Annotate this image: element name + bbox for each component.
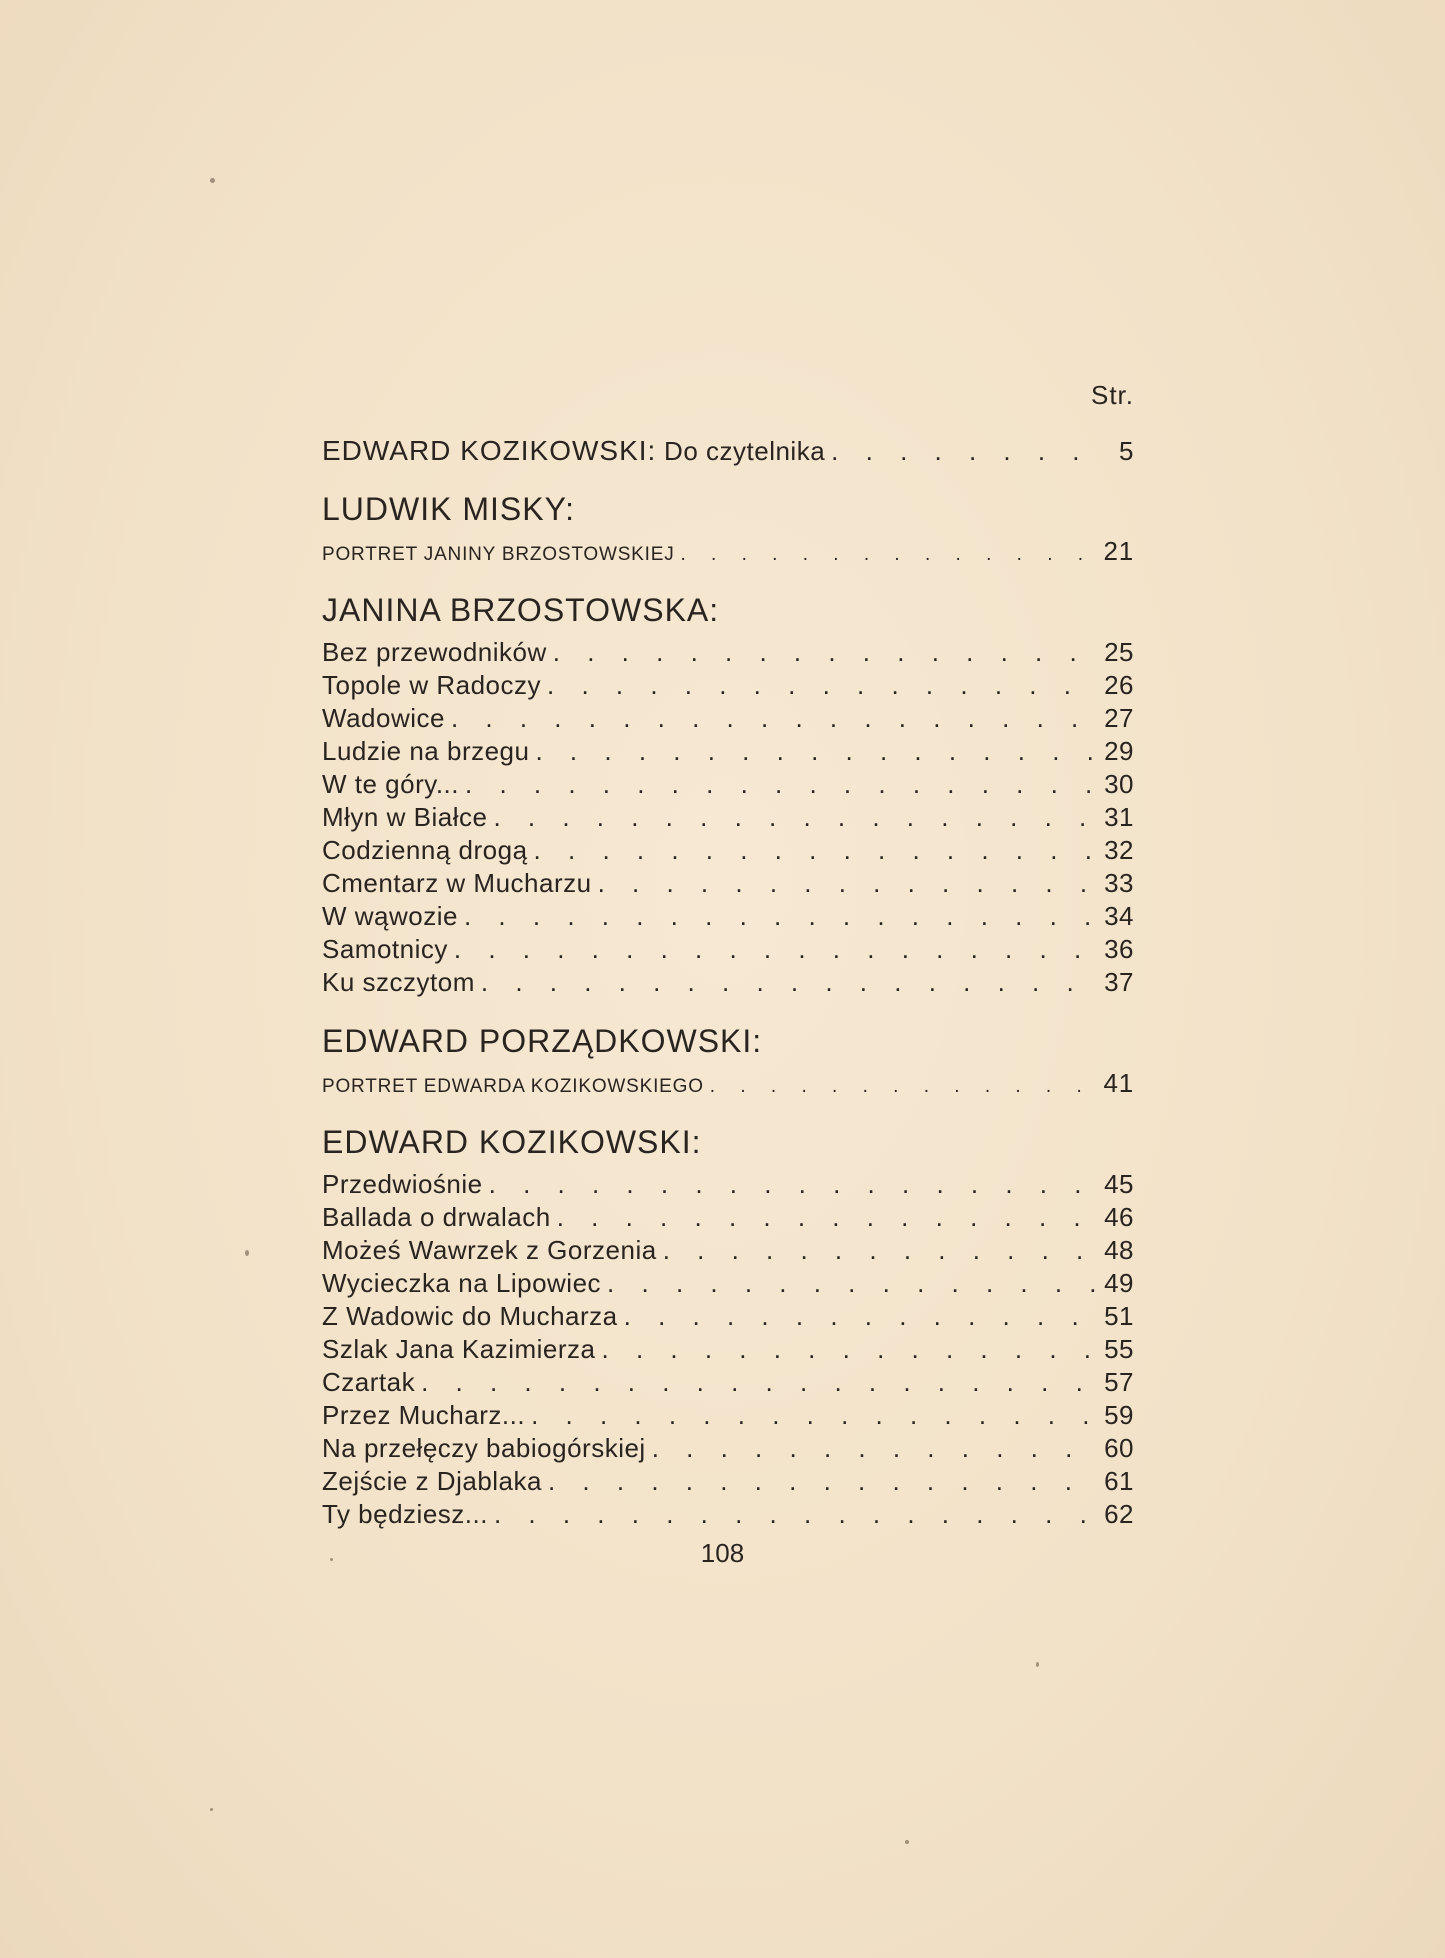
toc-entry-title: Przez Mucharz... <box>322 1400 526 1430</box>
toc-entry <box>322 1267 1134 1300</box>
page-number: 26 <box>1104 670 1134 700</box>
toc-entry <box>322 1366 1134 1399</box>
dot-leader <box>607 1267 1096 1300</box>
toc-entry-intro <box>322 434 1134 467</box>
page-number: 30 <box>1104 769 1134 799</box>
table-of-contents <box>322 380 1134 1531</box>
dot-leader <box>454 933 1096 966</box>
toc-entry <box>322 1399 1134 1432</box>
page-number: 57 <box>1104 1367 1134 1397</box>
paper-speck <box>210 1808 213 1811</box>
page-number: 27 <box>1104 703 1134 733</box>
toc-entry <box>322 702 1134 735</box>
toc-entry-title: Ludzie na brzegu <box>322 736 530 766</box>
toc-entry <box>322 1168 1134 1201</box>
dot-leader <box>602 1333 1097 1366</box>
toc-entry <box>322 535 1134 568</box>
dot-leader <box>531 1399 1096 1432</box>
page-number: 25 <box>1104 637 1134 667</box>
toc-entry-title: Na przełęczy babiogórskiej <box>322 1433 646 1463</box>
page-number: 60 <box>1104 1433 1134 1463</box>
toc-entry-title: PORTRET EDWARDA KOZIKOWSKIEGO <box>322 1076 704 1097</box>
dot-leader <box>451 702 1096 735</box>
toc-entry <box>322 801 1134 834</box>
toc-entry-title: Z Wadowic do Mucharza <box>322 1301 618 1331</box>
toc-entry <box>322 900 1134 933</box>
folio-page-number: 108 <box>700 1538 745 1568</box>
toc-entry-title: Szlak Jana Kazimierza <box>322 1334 596 1364</box>
dot-leader <box>681 538 1096 571</box>
page-number: 31 <box>1104 802 1134 832</box>
toc-sections <box>322 489 1134 1531</box>
toc-entry-title: Topole w Radoczy <box>322 670 541 700</box>
toc-entry <box>322 1300 1134 1333</box>
page-number: 48 <box>1104 1235 1134 1265</box>
page-column-header: Str. <box>1090 380 1134 410</box>
toc-entry-title: Ballada o drwalach <box>322 1202 551 1232</box>
dot-leader <box>598 867 1097 900</box>
page-number: 46 <box>1104 1202 1134 1232</box>
toc-entry-title: Cmentarz w Mucharzu <box>322 868 592 898</box>
dot-leader <box>557 1201 1096 1234</box>
dot-leader <box>489 1168 1096 1201</box>
dot-leader <box>624 1300 1096 1333</box>
toc-entry <box>322 768 1134 801</box>
dot-leader <box>465 768 1096 801</box>
page-number: 59 <box>1104 1400 1134 1430</box>
toc-entry-title: W wąwozie <box>322 901 458 931</box>
dot-leader <box>553 636 1096 669</box>
toc-entry-title: Wadowice <box>322 703 445 733</box>
paper-speck <box>210 178 215 183</box>
dot-leader <box>663 1234 1096 1267</box>
toc-entry-title: Samotnicy <box>322 934 448 964</box>
toc-entry <box>322 867 1134 900</box>
page-number: 45 <box>1104 1169 1134 1199</box>
toc-entry <box>322 1432 1134 1465</box>
dot-leader <box>535 735 1096 768</box>
toc-entry-title: W te góry... <box>322 769 459 799</box>
page-number: 61 <box>1104 1466 1134 1496</box>
page-number: 5 <box>1119 436 1134 466</box>
page-number: 33 <box>1104 868 1134 898</box>
page-number: 34 <box>1104 901 1134 931</box>
page-number: 51 <box>1104 1301 1134 1331</box>
dot-leader <box>548 1465 1096 1498</box>
section-author-heading: EDWARD PORZĄDKOWSKI: <box>322 1023 763 1059</box>
dot-leader <box>831 435 1098 468</box>
toc-entry-title: Wycieczka na Lipowiec <box>322 1268 602 1298</box>
dot-leader <box>421 1366 1096 1399</box>
page-number: 62 <box>1104 1499 1134 1529</box>
page-number: 21 <box>1103 536 1134 566</box>
dot-leader <box>652 1432 1096 1465</box>
toc-entry <box>322 933 1134 966</box>
section-author-heading: LUDWIK MISKY: <box>322 491 576 527</box>
entry-title-text: Do czytelnika <box>664 436 826 466</box>
toc-entry-title: PORTRET JANINY BRZOSTOWSKIEJ <box>322 544 675 565</box>
page-number: 49 <box>1104 1268 1134 1298</box>
toc-entry <box>322 1465 1134 1498</box>
toc-entry <box>322 636 1134 669</box>
toc-entry <box>322 1234 1134 1267</box>
dot-leader <box>534 834 1097 867</box>
toc-entry-title: Ty będziesz... <box>322 1499 488 1529</box>
toc-entry-title: Możeś Wawrzek z Gorzenia <box>322 1235 657 1265</box>
paper-speck <box>905 1840 909 1844</box>
dot-leader <box>481 966 1096 999</box>
author-name: EDWARD KOZIKOWSKI: <box>322 435 657 466</box>
toc-entry <box>322 1498 1134 1531</box>
toc-entry <box>322 1333 1134 1366</box>
dot-leader <box>710 1070 1096 1103</box>
paper-speck <box>245 1250 249 1256</box>
toc-entry-title: Codzienną drogą <box>322 835 528 865</box>
dot-leader <box>464 900 1096 933</box>
toc-entry-title: Ku szczytom <box>322 967 475 997</box>
dot-leader <box>493 801 1096 834</box>
toc-entry-title: Przedwiośnie <box>322 1169 483 1199</box>
toc-entry-title: Zejście z Djablaka <box>322 1466 542 1496</box>
section-author-heading: EDWARD KOZIKOWSKI: <box>322 1124 702 1160</box>
toc-entry <box>322 834 1134 867</box>
toc-entry <box>322 1201 1134 1234</box>
toc-entry-title <box>322 434 825 468</box>
paper-speck <box>1036 1662 1039 1667</box>
section-author-heading: JANINA BRZOSTOWSKA: <box>322 592 720 628</box>
page-number: 37 <box>1104 967 1134 997</box>
dot-leader <box>547 669 1096 702</box>
toc-entry-title: Czartak <box>322 1367 416 1397</box>
toc-entry <box>322 1067 1134 1100</box>
dot-leader <box>494 1498 1096 1531</box>
toc-entry <box>322 966 1134 999</box>
page-number: 55 <box>1104 1334 1134 1364</box>
page-number: 36 <box>1104 934 1134 964</box>
toc-entry <box>322 669 1134 702</box>
page-number: 32 <box>1104 835 1134 865</box>
toc-entry-title: Młyn w Białce <box>322 802 488 832</box>
toc-entry-title: Bez przewodników <box>322 637 547 667</box>
page-number: 29 <box>1104 736 1134 766</box>
toc-entry <box>322 735 1134 768</box>
page-number: 41 <box>1103 1068 1134 1098</box>
